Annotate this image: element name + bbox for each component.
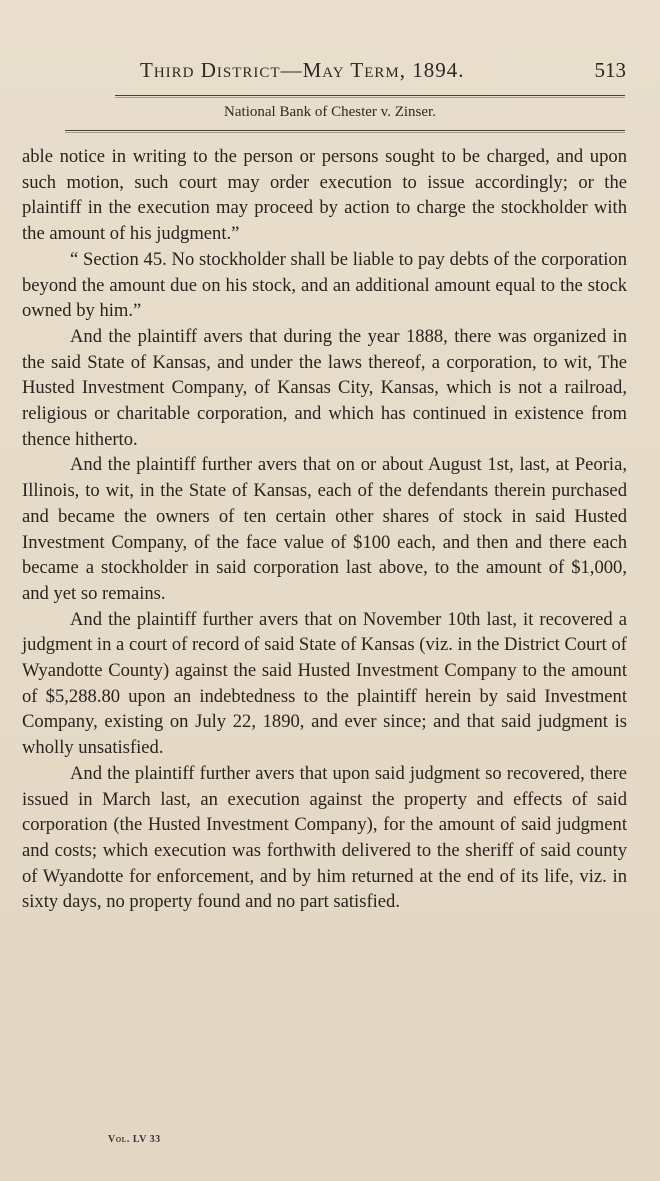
title-rule xyxy=(65,130,625,131)
page-number: 513 xyxy=(594,58,626,82)
header-rule xyxy=(115,95,625,96)
body-text xyxy=(22,144,627,915)
case-title: National Bank of Chester v. Zinser. xyxy=(224,104,436,120)
page-header xyxy=(140,58,640,90)
paragraph: able notice in writing to the person or persons sought to be charged, and upon such motion, such court may order execution to issue accordingly; or the plaintiff in the execution may proceed by action to charge the stockholder with the amount of his judgment.” xyxy=(22,146,627,245)
running-head: Third District—May Term, 1894. xyxy=(140,58,465,82)
paragraph: And the plaintiff further avers that on or about August 1st, last, at Peoria, Illinois, to wit, in the State of Kansas, each of the defendants therein purchased and became the owners of ten certain other shares of stock in said Husted Investment Company, of the face value of $100 each, and then and there each became a stockholder in said corporation last above, to the amount of $1,000, and yet so remains. xyxy=(22,454,627,604)
paragraph: And the plaintiff avers that during the year 1888, there was organized in the said State of Kansas, and under the laws thereof, a corporation, to wit, The Husted Investment Company, of Kansas City, Kansas, which is not a railroad, religious or charitable corporation, and which has continued in existence from thence hitherto. xyxy=(22,325,627,450)
header-rule-shadow xyxy=(115,97,625,98)
paragraph: And the plaintiff further avers that on November 10th last, it recovered a judgment in a court of record of said State of Kansas (viz. in the District Court of Wyandotte County) against the said Husted Investment Company to the amount of $5,288.80 upon an indebtedness to the plaintiff herein by said Investment Company, existing on July 22, 1890, and ever since; and that said judgment is wholly unsatisfied. xyxy=(22,608,627,759)
signature-mark: Vol. LV 33 xyxy=(108,1134,161,1145)
paragraph: “ Section 45. No stockholder shall be liable to pay debts of the corporation beyond the amount due on his stock, and an additional amount equal to the stock owned by him.” xyxy=(22,248,627,322)
paragraph: And the plaintiff further avers that upon said judgment so recovered, there issued in March last, an execution against the property and effects of said corporation (the Husted Investment Company), for the amount of said judgment and costs; which execution was forthwith delivered to the sheriff of said county of Wyandotte for enforcement, and by him returned at the end of its life, viz. in sixty days, no property found and no part satisfied. xyxy=(22,762,627,913)
title-rule-shadow xyxy=(65,132,625,133)
